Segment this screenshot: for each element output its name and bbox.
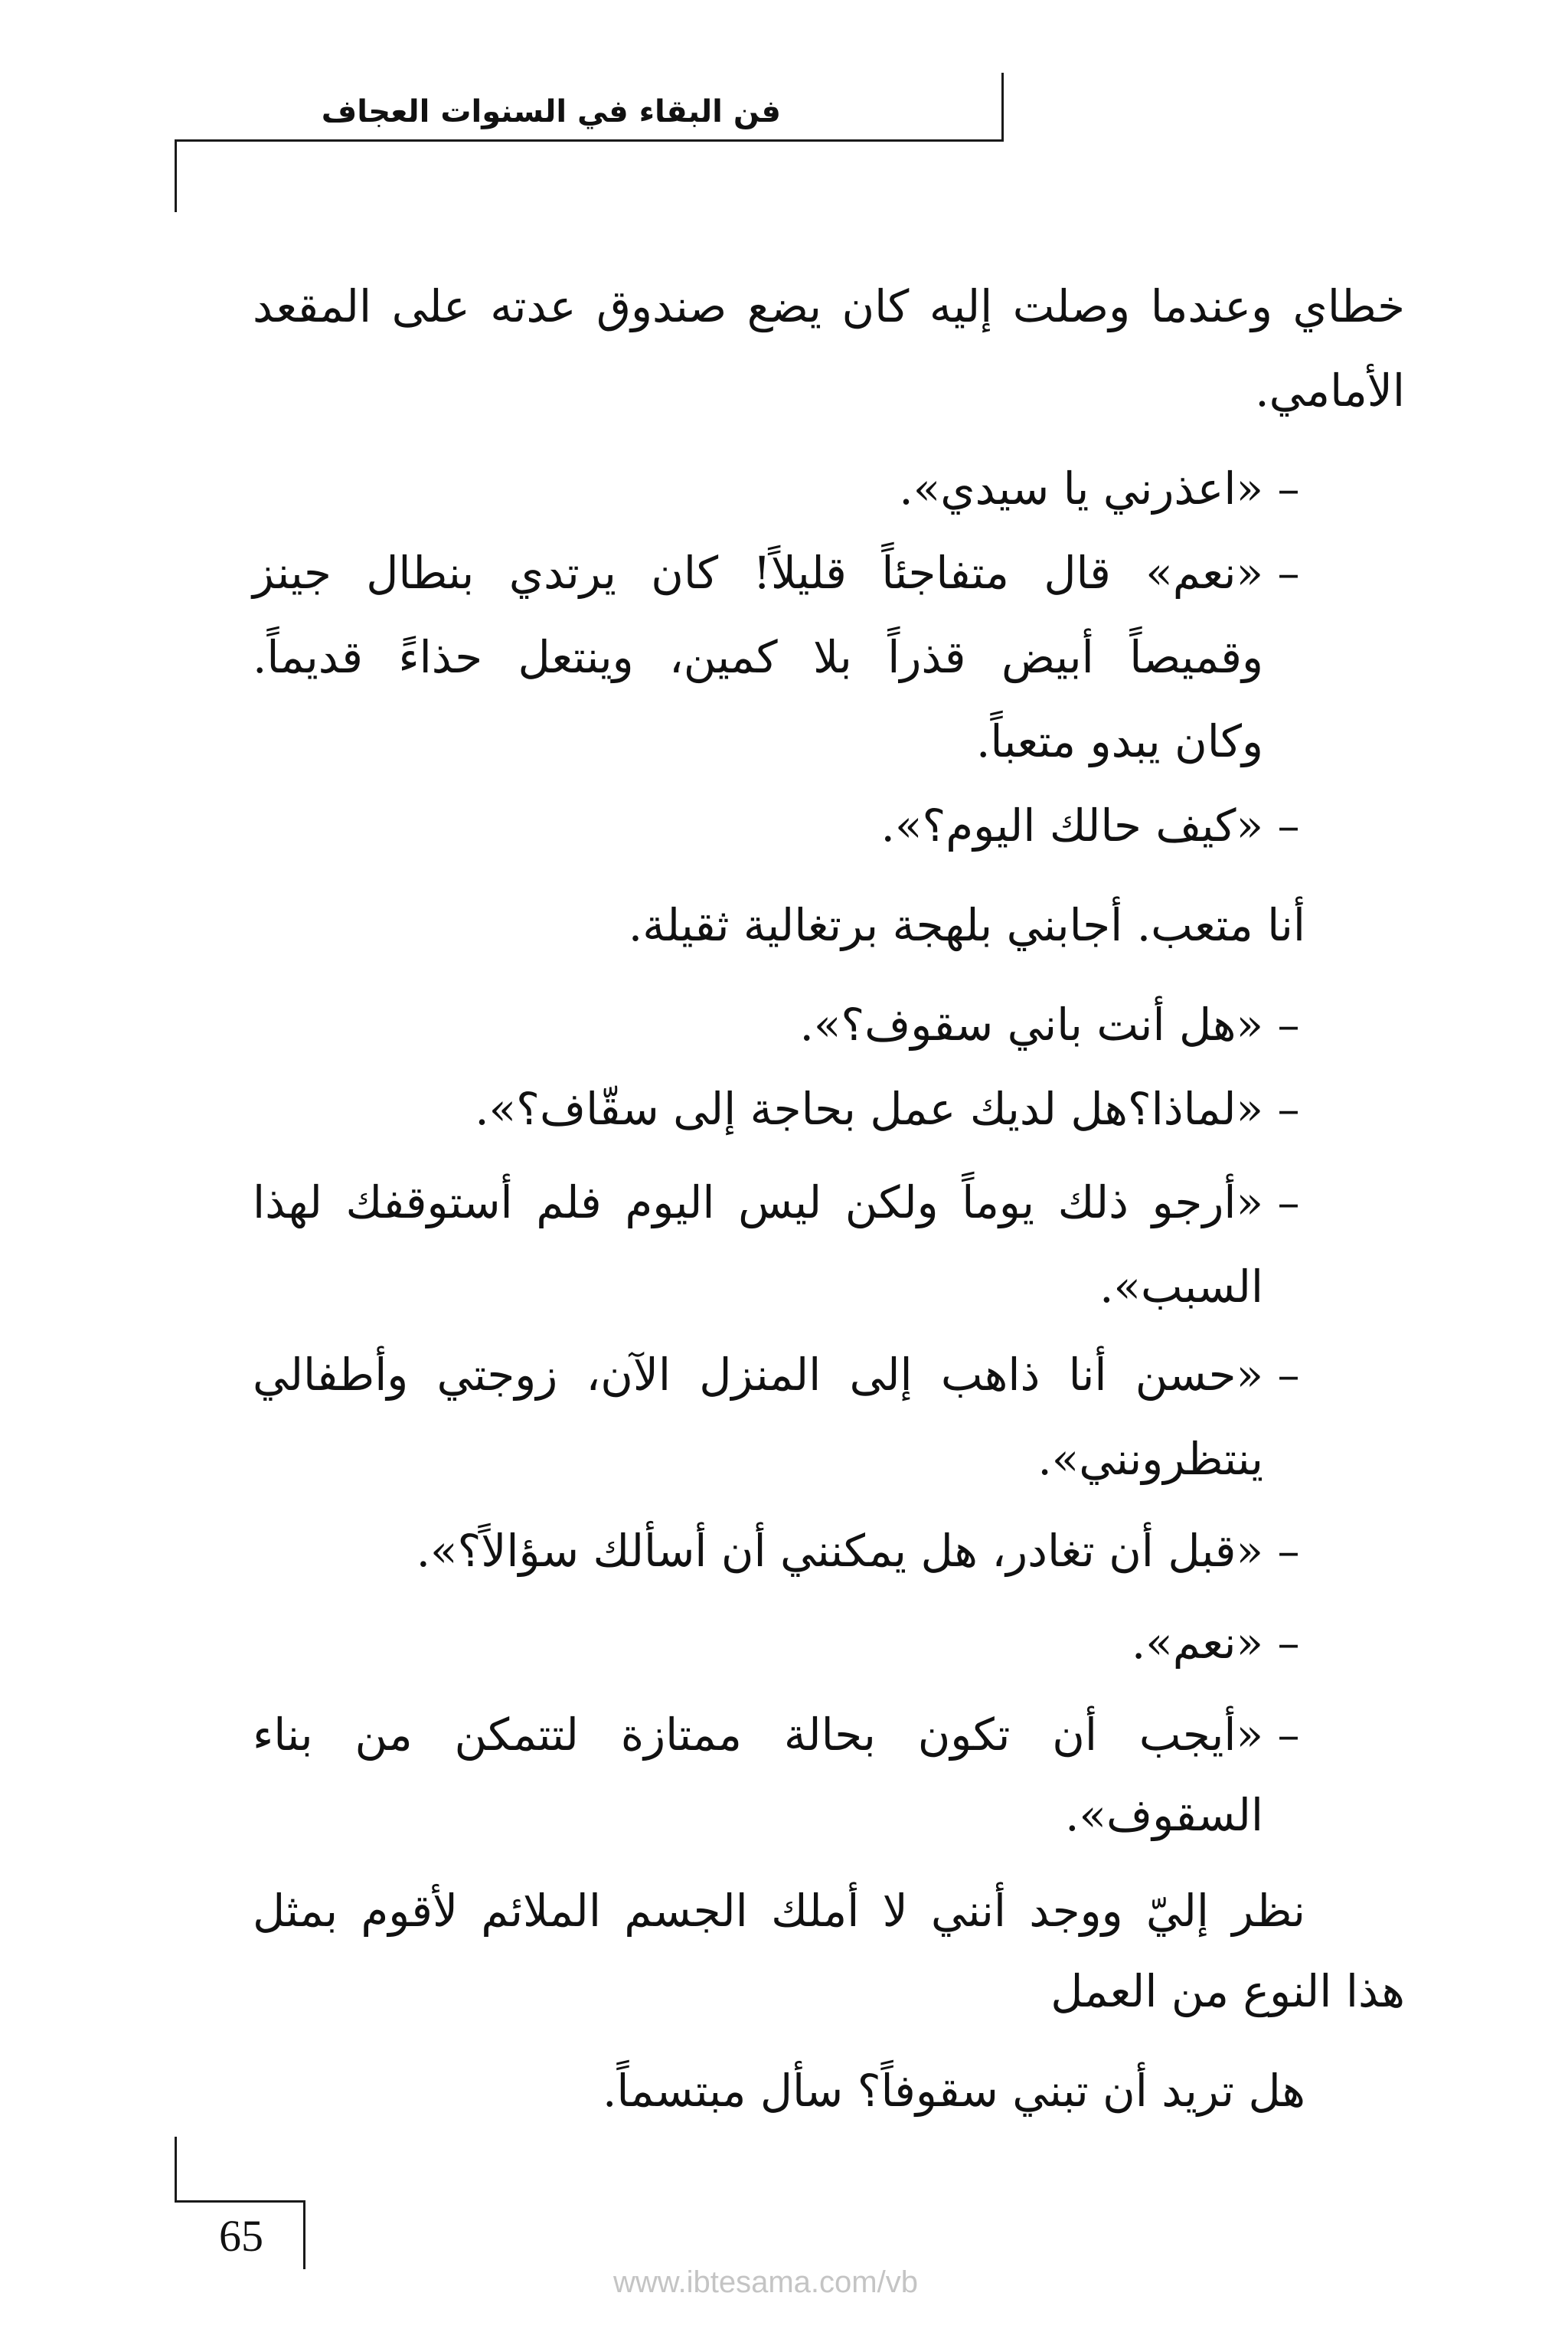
dialogue-dash: – — [1277, 1083, 1300, 1135]
text-line: أنا متعب. أجابني بلهجة برتغالية ثقيلة. — [628, 899, 1305, 951]
dialogue-dash: – — [1277, 547, 1300, 599]
text-line: «حسن أنا ذاهب إلى المنزل الآن، زوجتي وأطفالي — [253, 1349, 1263, 1401]
footer-rule-horizontal — [175, 2200, 305, 2203]
text-line: «قبل أن تغادر، هل يمكنني أن أسألك سؤالاً؟». — [416, 1525, 1263, 1577]
text-line: هذا النوع من العمل — [1050, 1965, 1405, 2017]
text-line: الأمامي. — [1255, 365, 1405, 417]
text-line: «نعم». — [1131, 1617, 1263, 1669]
dialogue-dash: – — [1277, 1349, 1300, 1401]
text-line: «كيف حالك اليوم؟». — [880, 800, 1263, 852]
text-line: «أيجب أن تكون بحالة ممتازة لتتمكن من بناء — [253, 1709, 1263, 1761]
text-line: نظر إليّ ووجد أنني لا أملك الجسم الملائم لأقوم بمثل — [253, 1885, 1305, 1937]
dialogue-dash: – — [1277, 1617, 1300, 1669]
text-line: السبب». — [1099, 1261, 1263, 1313]
footer-rule-left-vertical — [175, 2137, 177, 2202]
text-line: وقميصاً أبيض قذراً بلا كمين، وينتعل حذاءً قديماً. — [253, 631, 1263, 683]
dialogue-dash: – — [1277, 1709, 1300, 1761]
running-header-title: فن البقاء في السنوات العجاف — [321, 94, 781, 129]
text-line: «لماذا؟هل لديك عمل بحاجة إلى سقّاف؟». — [475, 1083, 1263, 1135]
text-line: وكان يبدو متعباً. — [975, 715, 1263, 767]
dialogue-dash: – — [1277, 800, 1300, 852]
page-number: 65 — [219, 2211, 263, 2261]
dialogue-dash: – — [1277, 999, 1300, 1051]
dialogue-dash: – — [1277, 1176, 1300, 1228]
text-line: هل تريد أن تبني سقوفاً؟ سأل مبتسماً. — [602, 2065, 1305, 2117]
text-line: «نعم» قال متفاجئاً قليلاً! كان يرتدي بنطال جينز — [253, 547, 1263, 599]
text-line: «هل أنت باني سقوف؟». — [799, 999, 1263, 1051]
text-line: خطاي وعندما وصلت إليه كان يضع صندوق عدته على المقعد — [253, 280, 1405, 332]
dialogue-dash: – — [1277, 1525, 1300, 1577]
text-line: ينتظرونني». — [1037, 1433, 1263, 1485]
text-line: «اعذرني يا سيدي». — [899, 463, 1263, 515]
watermark-text: www.ibtesama.com/vb — [613, 2265, 918, 2299]
footer-rule-right-vertical — [303, 2200, 305, 2269]
text-line: «أرجو ذلك يوماً ولكن ليس اليوم فلم أستوقفك لهذا — [253, 1176, 1263, 1228]
dialogue-dash: – — [1277, 463, 1300, 515]
text-line: السقوف». — [1065, 1789, 1263, 1841]
